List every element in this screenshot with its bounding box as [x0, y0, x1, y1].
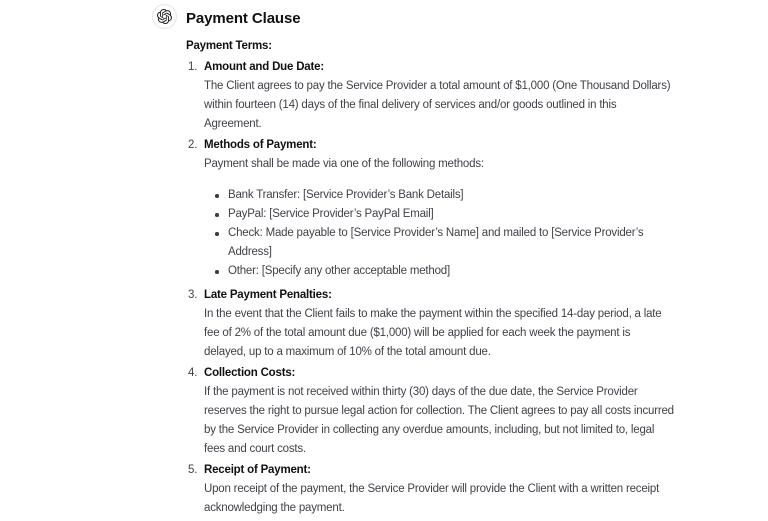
- text-line: Check: Made payable to [Service Provider’s Name] and mailed to [Service Provider’s: [228, 227, 644, 239]
- method-item-paypal: [204, 205, 746, 224]
- text-line: Other: [Specify any other acceptable method]: [228, 265, 450, 277]
- text-line: In the event that the Client fails to make the payment within the specified 14-day period, a late: [204, 308, 662, 320]
- text-line: Address]: [228, 246, 272, 258]
- payment-methods-list: [204, 186, 746, 281]
- bullet-marker: [204, 186, 228, 205]
- term-title: Methods of Payment:: [204, 139, 317, 151]
- method-item-check: [204, 224, 746, 262]
- term-item-methods-of-payment: [188, 136, 746, 284]
- term-number: 5.: [188, 464, 198, 476]
- term-title: Collection Costs:: [204, 367, 296, 379]
- term-item-late-payment-penalties: [188, 286, 746, 362]
- method-item-bank-transfer: [204, 186, 746, 205]
- payment-terms-label: Payment Terms:: [186, 40, 272, 52]
- text-line: Agreement.: [204, 118, 262, 130]
- text-line: reserves the right to pursue legal action for collection. The Client agrees to pay all costs incurred: [204, 405, 674, 417]
- term-number: 4.: [188, 367, 198, 379]
- payment-terms-list: [186, 58, 746, 518]
- openai-logo-icon: [157, 9, 172, 24]
- text-line: by the Service Provider in collecting any overdue amounts, including, but not limited to, legal: [204, 424, 655, 436]
- message-content: [186, 8, 746, 520]
- text-line: Bank Transfer: [Service Provider’s Bank Details]: [228, 189, 464, 201]
- assistant-avatar: [152, 4, 177, 29]
- term-item-receipt-of-payment: [188, 461, 746, 518]
- bullet-marker: [204, 205, 228, 224]
- term-title: Amount and Due Date:: [204, 61, 324, 73]
- term-item-collection-costs: [188, 364, 746, 459]
- text-line: Upon receipt of the payment, the Service Provider will provide the Client with a written receipt: [204, 483, 660, 495]
- term-number: 1.: [188, 61, 198, 73]
- term-item-amount-and-due-date: [188, 58, 746, 134]
- text-line: fee of 2% of the total amount due ($1,000) will be applied for each week the payment is: [204, 327, 631, 339]
- text-line: acknowledging the payment.: [204, 502, 345, 514]
- method-item-other: [204, 262, 746, 281]
- term-title: Receipt of Payment:: [204, 464, 311, 476]
- text-line: fees and court costs.: [204, 443, 306, 455]
- bullet-marker: [204, 224, 228, 262]
- term-title: Late Payment Penalties:: [204, 289, 332, 301]
- text-line: within fourteen (14) days of the final delivery of services and/or goods outlined in this: [204, 99, 617, 111]
- text-line: delayed, up to a maximum of 10% of the total amount due.: [204, 346, 491, 358]
- term-number: 3.: [188, 289, 198, 301]
- text-line: Payment shall be made via one of the following methods:: [204, 158, 484, 170]
- text-line: PayPal: [Service Provider’s PayPal Email]: [228, 208, 434, 220]
- bullet-marker: [204, 262, 228, 281]
- text-line: The Client agrees to pay the Service Provider a total amount of $1,000 (One Thousand Dollars): [204, 80, 671, 92]
- term-number: 2.: [188, 139, 198, 151]
- text-line: If the payment is not received within thirty (30) days of the due date, the Service Provider: [204, 386, 638, 398]
- page-title: Payment Clause: [186, 10, 301, 27]
